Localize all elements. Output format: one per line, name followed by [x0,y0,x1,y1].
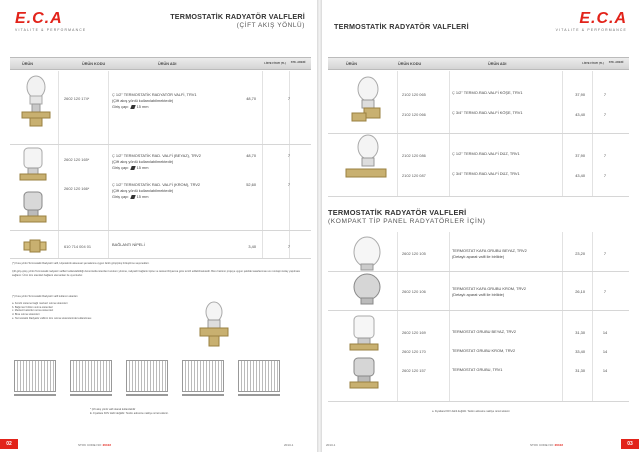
product-code: 2602 120 105 [402,251,426,256]
product-code: 2102 120 087 [402,173,426,178]
note-list-title: (*) Kısa yönlü Termostatik Radyatör valfi kullanım alanları [12,295,78,298]
product-name-line1: 1/2" TERMOSTATİK RAD. VALFİ (KROM), TRV2 [115,182,201,187]
column-divider [397,232,398,402]
diameter-icon [130,166,135,170]
product-qty: 7 [287,153,291,158]
product-name-text: 3/4" TERMO.RAD.VALFİ KÖŞE, TRV1 [455,110,523,115]
product-name: Ç 1/2" TERMOSTATİK RADYATÖR VALFİ, TRV1 (Çift akış yönlü kullanılabilmektedir) Giriş çapı 15 mm [112,92,197,110]
product-qty: 7 [603,289,607,294]
inlet-size: 15 mm [136,194,149,200]
product-code: 2602 120 169 [402,330,426,335]
product-price: 48,70 [246,153,256,158]
product-name [452,151,520,157]
valve-illustration-image [196,300,232,350]
footer-code: 20102 [554,443,563,447]
footer-notes [90,408,310,415]
column-divider [397,71,398,197]
inlet-size: 15 mm [136,165,149,171]
product-name: Ç 1/2" TERMOSTATİK RAD. VALFİ (BEYAZ), TRV2 (Çift akış yönlü kullanılabilmektedir) Giriş çapı 15 mm [112,153,201,171]
header-price: LİSTE FİYATI (TL) [264,62,286,65]
note-list-item: d. Bina ısıtma sistemleri [12,313,40,317]
pipe-line [14,394,56,396]
note-list-item: b. Bağımsız bölüm ısıtma sistemleri [12,305,53,309]
product-qty: 7 [603,153,607,158]
table-header [328,57,629,70]
product-name: TERMOSTAT GRUBU KROM, TRV2 [452,348,516,353]
product-price: 3,40 [248,244,256,249]
corner-valve-image [344,75,390,131]
page-number: 02 [0,439,18,449]
product-qty: 14 [602,368,608,373]
note-list [12,302,182,321]
footer-note: E. Fiyatlara KDV dahil değildir. Teslim adresine nakliye ücreti eklenir. [90,411,169,415]
product-code: 2602 120 174* [64,96,90,101]
header-code: ÜRÜN KODU [398,62,422,66]
row-divider [328,310,629,311]
product-code: 2602 120 106 [402,289,426,294]
footer-year: 2013-1 [284,443,294,447]
radiator-diagram [70,360,112,392]
product-price: 33,40 [575,349,585,354]
product-qty: 7 [287,244,291,249]
product-name-line1: TERMOSTAT KAFA GRUBU BEYAZ, TRV2 [452,248,527,253]
product-price: 48,70 [246,96,256,101]
product-name [452,110,523,116]
product-name-line1: TERMOSTAT KAFA GRUBU KROM, TRV2 [452,286,527,291]
inlet-label: Giriş çapı [112,104,129,110]
row-divider [328,271,629,272]
product-name [452,90,523,96]
product-price: 52,60 [246,182,256,187]
product-name-line2: (Çift akış yönlü kullanılabilmektedir) [112,188,174,194]
diameter-icon [130,195,135,199]
row-divider [328,133,629,134]
product-qty: 7 [287,182,291,187]
note-list-item: e. Termostatik Radyatör valfinin tüm ısıtma sistemlerinde kullanılması [12,316,92,320]
left-page [0,0,317,452]
product-qty: 7 [603,251,607,256]
column-divider [449,71,450,197]
head-white-image [348,234,386,272]
column-divider [592,71,593,197]
pipe-symbol: Ç [452,171,455,176]
product-name-line1: 1/2" TERMOSTATİK RAD. VALFİ (BEYAZ), TRV2 [115,153,201,158]
product-price: 43,40 [575,173,585,178]
nipple-image [20,236,50,256]
pipe-symbol: Ç [452,110,455,115]
page-subtitle: (ÇİFT AKIŞ YÖNLÜ) [236,22,305,29]
note-list-item: a. Kombi sisteme bağlı merkezi ısıtma sistemleri [12,302,68,305]
product-price: 31,30 [575,368,585,373]
product-qty: 14 [602,330,608,335]
footer-label: STOK CODE NO: [530,443,554,447]
inlet-size: 15 mm [136,104,149,110]
product-code: 2102 120 066 [402,112,426,117]
row-divider [10,144,311,145]
pipe-symbol: Ç [452,90,455,95]
radiator-diagram [126,360,168,392]
header-code: ÜRÜN KODU [82,62,106,66]
pipe-symbol: Ç [452,151,455,156]
footer-note: * Çift akış yönlü valfi olarak kullanılabilir [90,408,136,411]
valve-trv1-image [16,74,56,138]
footer-year: 2013-1 [326,443,336,447]
product-code: 2602 120 165* [64,157,90,162]
product-name-text: 1/2" TERMO.RAD.VALFİ DÜZ, TRV1 [455,151,520,156]
footer-stock [78,443,111,447]
brand-tagline: VITALITE & PERFORMANCE [15,28,87,32]
pipe-line [238,394,280,396]
footer-code: 20102 [102,443,111,447]
brand-tagline: VITALITE & PERFORMANCE [555,28,627,32]
straight-valve-image [342,133,392,193]
product-price: 31,30 [575,330,585,335]
header-qty: STK. ADEDİ [608,60,624,64]
brand-logo: E.C.A [15,10,63,27]
product-code: 610 714 004 01 [64,244,92,249]
valve-trv2-chrome-image [16,190,56,226]
table-header [10,57,311,70]
product-name-line2: (Detaylı aparat valfi ile birlikte) [452,292,505,298]
footer-note: a. Fiyatlara KDV dahil değildir. Teslim adresine nakliye ücreti eklenir. [432,410,511,413]
product-price: 23,20 [575,251,585,256]
product-name: TERMOSTAT GRUBU BEYAZ, TRV2 [452,329,516,334]
header-qty: STK. ADEDİ [290,60,306,64]
product-name-line2: (Detaylı aparat valfi ile birlikte) [452,254,505,260]
footer-stock [530,443,563,447]
product-code: 2102 120 086 [402,153,426,158]
product-qty: 14 [602,349,608,354]
product-name: TERMOSTAT GRUBU, TRV1 [452,367,503,372]
product-price: 43,40 [575,112,585,117]
header-image: ÜRÜN [346,62,357,66]
section-subtitle: (KOMPAKT TİP PANEL RADYATÖRLER İÇİN) [328,218,486,225]
valve-trv2-white-image [16,146,56,186]
pipe-line [70,394,112,396]
diameter-icon [130,105,135,109]
product-qty: 7 [603,92,607,97]
footer-label: STOK CODE NO: [78,443,102,447]
column-divider [562,232,563,402]
section-title: TERMOSTATİK RADYATÖR VALFLERİ [328,208,467,217]
product-name [452,286,526,298]
header-name: ÜRÜN ADI [158,62,177,66]
page-number: 03 [621,439,639,449]
right-page [322,0,639,452]
product-name [452,171,520,177]
header-name: ÜRÜN ADI [488,62,507,66]
product-name-line1: 1/2" TERMOSTATİK RADYATÖR VALFİ, TRV1 [115,92,197,97]
inlet-label: Giriş çapı [112,194,129,200]
product-name [452,248,527,260]
note-body: Çift giriş-çıkış yönlü Termostatik radyatör valfleri kullanılabildiği durumlarda istenilen kurulum yönüne, radyatör bağlantı tipine ve tesisat ihtiyacına göre tercih edilebilmektedir. Boru hattının projeye uygun şekilde tasarlanması ve montajın kolay yapılması sağlanır. Ürün tüm standart bağlantı elemanları ile uyumludur. [12,270,301,277]
note-intro: (*) Kısa yönlü Termostatik Radyatör valfi, Hipoteknik aksesuar şemalarına uygun farklı giriş/çıkış birleştirme seçenekleri. [12,262,150,265]
radiator-diagram [182,360,224,392]
head-chrome-image [348,272,386,306]
brand-logo: E.C.A [579,10,627,27]
row-divider [10,230,311,231]
product-code: 2102 120 065 [402,92,426,97]
product-name: Ç 1/2" TERMOSTATİK RAD. VALFİ (KROM), TRV2 (Çift akış yönlü kullanılabilmektedir) Giriş çapı 15 mm [112,182,201,200]
header-price: LİSTE FİYATI (TL) [582,62,604,65]
pipe-line [182,394,224,396]
product-name-line2: (Çift akış yönlü kullanılabilmektedir) [112,98,174,104]
column-divider [592,232,593,402]
product-name-text: 3/4" TERMO.RAD.VALFİ DÜZ, TRV1 [455,171,520,176]
product-code: 2602 120 170 [402,349,426,354]
product-price: 26,10 [575,289,585,294]
row-divider [328,196,629,197]
product-name-line2: (Çift akış yönlü kullanılabilmektedir) [112,159,174,165]
product-qty: 7 [603,112,607,117]
note-list-item: c. Merkezi kalorifer ısıtma sistemleri [12,309,54,313]
product-price: 37,90 [575,92,585,97]
product-name: BAĞLANTI NİPELİ [112,242,145,247]
row-divider [10,258,311,259]
inlet-label: Giriş çapı [112,165,129,171]
pipe-line [126,394,168,396]
product-price: 37,90 [575,153,585,158]
page-title: TERMOSTATİK RADYATÖR VALFLERİ [170,12,305,21]
product-qty: 7 [603,173,607,178]
product-qty: 7 [287,96,291,101]
thermostat-group-image [340,314,390,394]
column-divider [449,232,450,402]
product-name-text: 1/2" TERMO.RAD.VALFİ KÖŞE, TRV1 [455,90,523,95]
header-image: ÜRÜN [22,62,33,66]
radiator-diagram [238,360,280,392]
radiator-diagram [14,360,56,392]
product-code: 2602 120 166* [64,186,90,191]
column-divider [562,71,563,197]
page-title: TERMOSTATİK RADYATÖR VALFLERİ [334,22,469,31]
row-divider [328,401,629,402]
product-code: 2602 120 157 [402,368,426,373]
